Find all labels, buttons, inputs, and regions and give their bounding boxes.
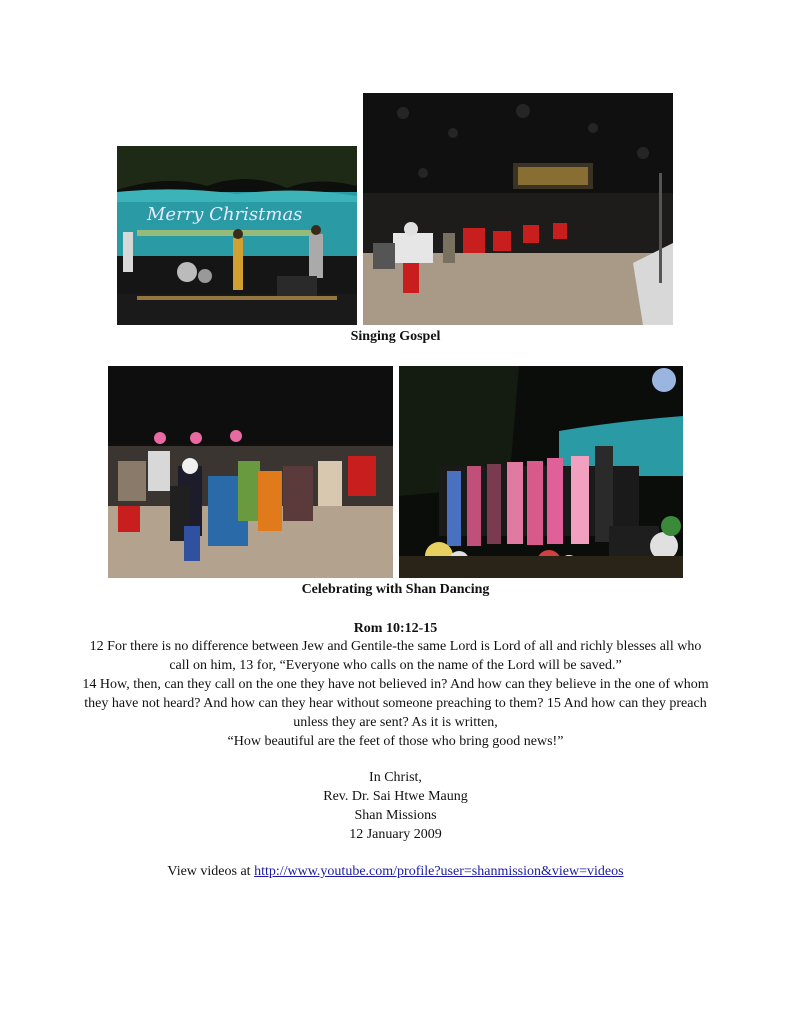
scripture-reference: Rom 10:12-15	[353, 621, 438, 636]
signature-closing: In Christ,	[369, 770, 422, 785]
videos-prefix: View videos at	[167, 864, 255, 879]
caption-singing-gospel: Singing Gospel	[350, 329, 441, 344]
signature-organization: Shan Missions	[354, 808, 437, 823]
scripture-quote: “How beautiful are the feet of those who bring good news!”	[227, 734, 564, 749]
videos-line	[0, 864, 791, 880]
scripture-verse-12-13: 12 For there is no difference between Jew and Gentile-the same Lord is Lord of all and richly blesses all who call on him, 13 for, “Everyone who calls on the name of the Lord will be saved.”	[89, 639, 702, 673]
caption-shan-dancing: Celebrating with Shan Dancing	[301, 582, 490, 597]
banner-text: Merry Christmas	[147, 204, 303, 225]
photo-seated-audience	[108, 366, 393, 578]
signature-name: Rev. Dr. Sai Htwe Maung	[323, 789, 468, 804]
scripture-verse-14-15: 14 How, then, can they call on the one they have not believed in? And how can they believe in the one of whom they have not heard? And how can they hear without someone preaching to them? 15 And how can they preach unless they are sent? As it is written,	[82, 677, 709, 730]
photo-night-crowd	[363, 93, 673, 325]
youtube-link[interactable]: http://www.youtube.com/profile?user=shanmission&view=videos	[254, 864, 624, 879]
signature-date: 12 January 2009	[349, 827, 442, 842]
photo-band-on-stage	[117, 146, 357, 325]
photo-shan-dancers	[399, 366, 683, 578]
